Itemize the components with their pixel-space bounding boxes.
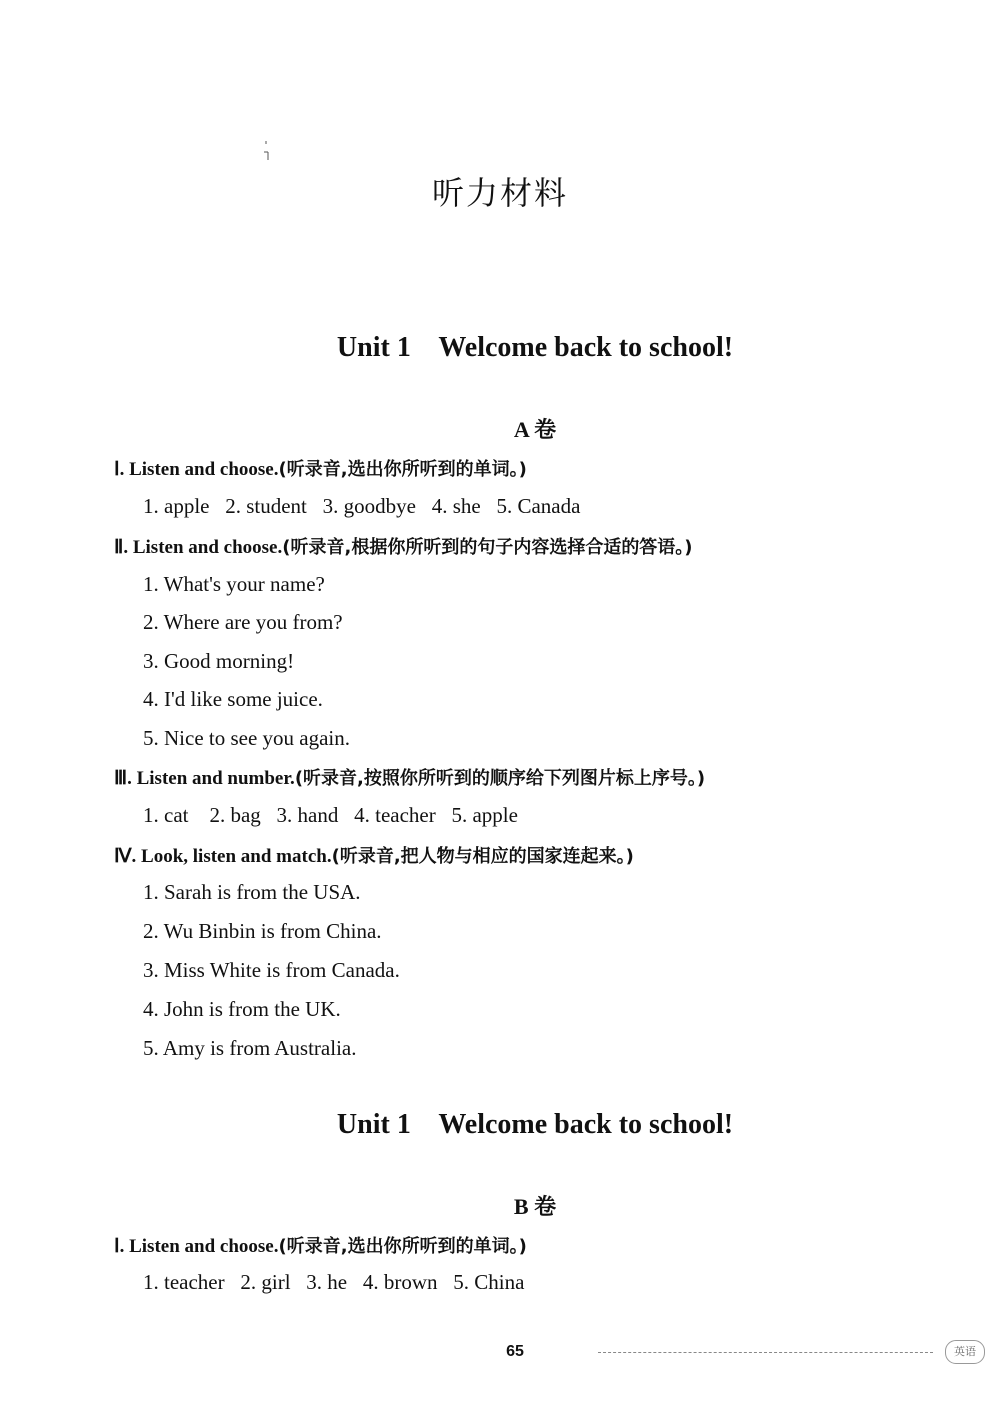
footer-badge: 英语 — [945, 1340, 985, 1364]
part-heading-a3-label: Ⅲ. Listen and number. — [114, 768, 295, 789]
part-heading-a2-instruction: (听录音,根据你所听到的句子内容选择合适的答语。) — [282, 537, 693, 558]
item-line: 1. What's your name? — [143, 572, 325, 596]
part-heading-b1-label: Ⅰ. Listen and choose. — [114, 1236, 279, 1257]
part-heading-a1-label: Ⅰ. Listen and choose. — [114, 459, 279, 480]
item-line: 2. Where are you from? — [143, 610, 343, 634]
part-heading-a3-instruction: (听录音,按照你所听到的顺序给下列图片标上序号。) — [294, 768, 706, 789]
item-line: 1. cat 2. bag 3. hand 4. teacher 5. apple — [143, 803, 518, 827]
page-title: 听力材料 — [431, 174, 568, 212]
item-line: 2. Wu Binbin is from China. — [143, 919, 382, 943]
item-line: 4. I'd like some juice. — [143, 687, 323, 711]
part-heading-a4-label: Ⅳ. Look, listen and match. — [114, 846, 332, 867]
part-heading-a3 — [114, 764, 705, 790]
page-number: 65 — [506, 1343, 524, 1360]
part-heading-a1 — [114, 455, 527, 481]
unit-title-a: Unit 1 Welcome back to school! — [336, 332, 734, 363]
item-line: 5. Amy is from Australia. — [143, 1036, 357, 1060]
item-line: 3. Good morning! — [143, 649, 295, 673]
unit-title-b: Unit 1 Welcome back to school! — [336, 1109, 734, 1140]
paper-label-a: A 卷 — [513, 417, 557, 442]
part-heading-b1-instruction: (听录音,选出你所听到的单词。) — [278, 1236, 527, 1257]
item-line: 3. Miss White is from Canada. — [143, 958, 400, 982]
part-heading-a2 — [114, 533, 693, 559]
item-line: 1. Sarah is from the USA. — [143, 880, 361, 904]
part-heading-a1-instruction: (听录音,选出你所听到的单词。) — [278, 459, 527, 480]
footer-rule — [598, 1352, 933, 1353]
item-line: 4. John is from the UK. — [143, 997, 341, 1021]
item-line: 1. teacher 2. girl 3. he 4. brown 5. China — [143, 1270, 525, 1294]
scan-mark — [262, 140, 272, 162]
part-heading-b1 — [114, 1232, 527, 1258]
part-heading-a2-label: Ⅱ. Listen and choose. — [114, 537, 283, 558]
part-heading-a4 — [114, 842, 634, 868]
part-heading-a4-instruction: (听录音,把人物与相应的国家连起来。) — [331, 846, 634, 867]
paper-label-b: B 卷 — [513, 1194, 557, 1219]
item-line: 1. apple 2. student 3. goodbye 4. she 5. Canada — [143, 494, 581, 518]
item-line: 5. Nice to see you again. — [143, 726, 351, 750]
